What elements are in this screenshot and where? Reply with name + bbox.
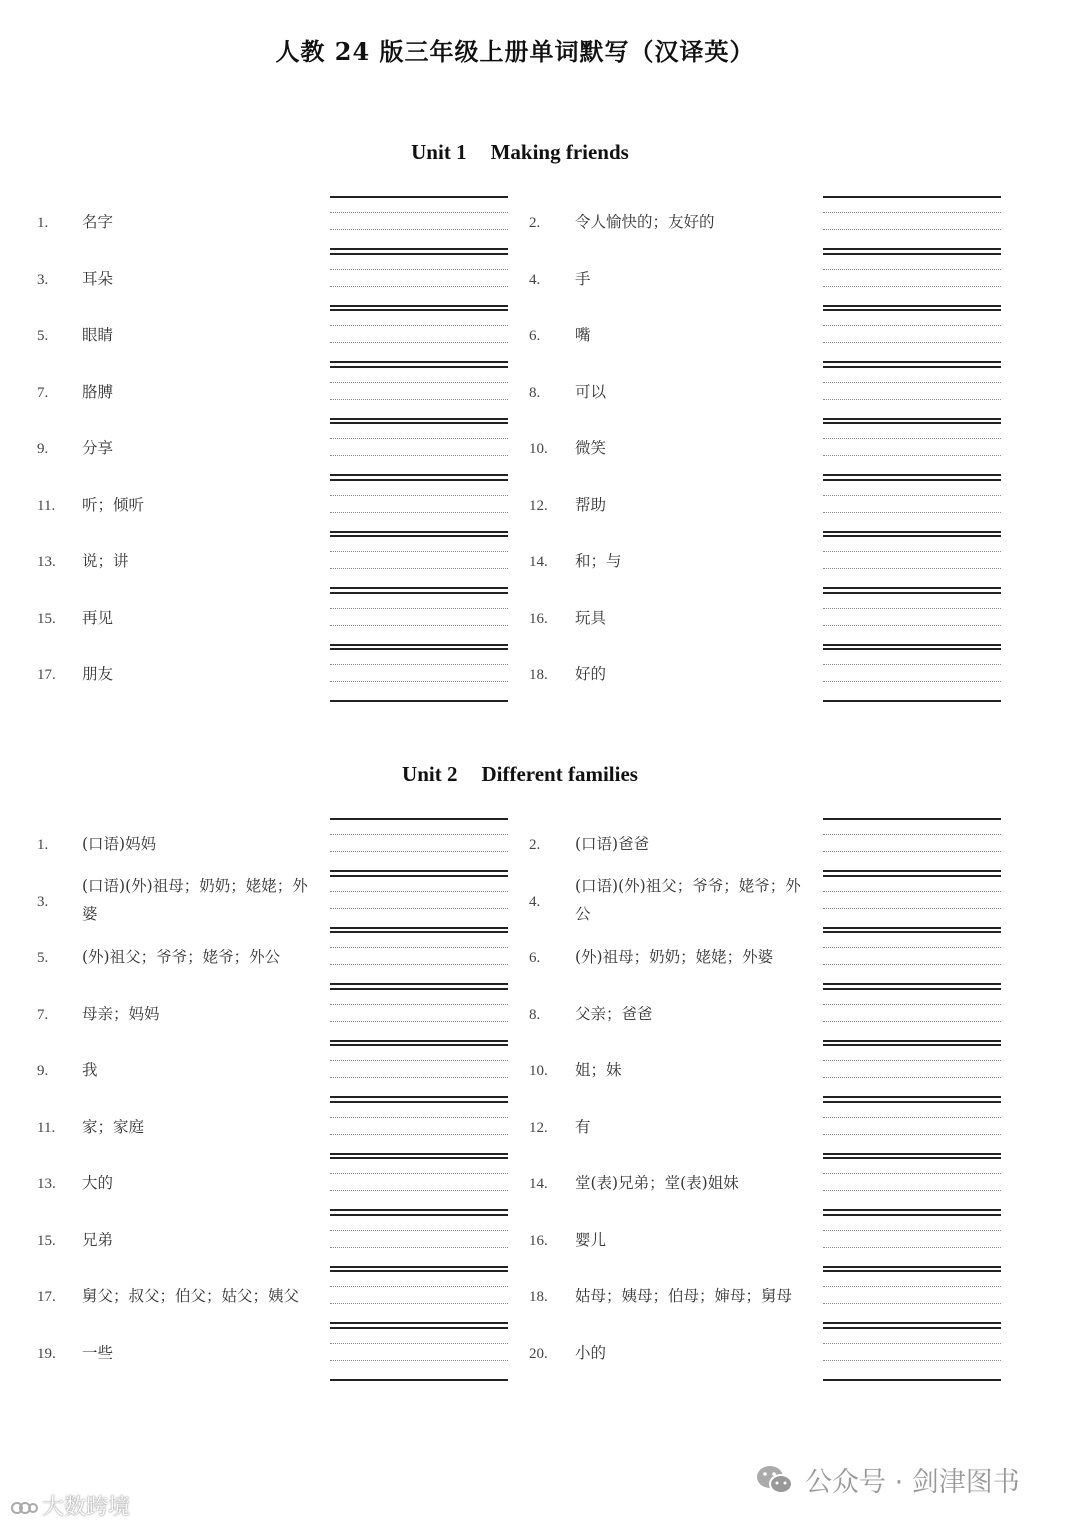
chinese-word: 姑母；姨母；伯母；婶母；舅母 [575,1287,793,1305]
answer-lines[interactable] [330,875,508,931]
chinese-word: 耳朵 [82,269,114,288]
answer-lines[interactable] [330,1101,508,1157]
unit-label: Unit 2 [402,762,458,786]
answer-lines[interactable] [823,1214,1001,1270]
answer-lines[interactable] [823,818,1001,874]
answer-lines[interactable] [823,1157,1001,1213]
answer-lines[interactable] [823,422,1001,478]
answer-lines[interactable] [823,875,1001,931]
item-number: 9. [37,441,49,457]
chinese-word: 令人愉快的；友好的 [575,213,715,231]
answer-lines[interactable] [823,1327,1001,1383]
chinese-word: 小的 [575,1343,607,1362]
item-number: 12. [529,1119,548,1136]
item-number: 1. [37,215,49,231]
item-number: 4. [529,271,541,288]
chinese-word: 母亲；妈妈 [82,1004,160,1023]
answer-lines[interactable] [330,592,508,648]
chinese-word: (外)祖母；奶奶；姥姥；外婆 [575,948,774,966]
item-number: 12. [529,497,548,514]
answer-lines[interactable] [330,988,508,1044]
item-number: 10. [529,441,548,457]
chinese-word: 婴儿 [575,1230,607,1249]
item-number: 7. [37,384,49,401]
chinese-word: 大的 [82,1174,114,1192]
chinese-word: 眼睛 [82,326,114,344]
item-number: 18. [529,1289,548,1305]
chinese-word: (口语)(外)祖母；奶奶；姥姥；外婆 [82,876,308,923]
watermark-logo-icon [10,1497,38,1519]
unit-name: Making friends [490,140,629,164]
answer-lines[interactable] [330,535,508,591]
chinese-word: 分享 [82,439,114,457]
chinese-word: 有 [575,1117,591,1136]
watermark-left [10,1490,130,1521]
chinese-word: 嘴 [575,326,591,344]
item-number: 10. [529,1063,548,1079]
answer-lines[interactable] [823,535,1001,591]
chinese-word: 朋友 [82,665,114,683]
answer-lines[interactable] [330,1044,508,1100]
item-number: 2. [529,215,541,231]
item-number: 3. [37,893,49,910]
chinese-word: 玩具 [575,608,607,627]
answer-lines[interactable] [330,931,508,987]
item-number: 14. [529,554,548,570]
item-number: 1. [37,837,49,853]
chinese-word: 舅父；叔父；伯父；姑父；姨父 [82,1287,300,1305]
answer-lines[interactable] [330,479,508,535]
chinese-word: 说；讲 [82,552,129,570]
item-number: 8. [529,384,541,401]
answer-lines[interactable] [330,1327,508,1383]
chinese-word: 听；倾听 [82,495,145,514]
chinese-word: (口语)爸爸 [575,835,650,853]
chinese-word: 好的 [575,665,607,683]
watermark-right [755,1460,1020,1499]
item-number: 16. [529,610,548,627]
answer-lines[interactable] [823,931,1001,987]
item-number: 16. [529,1232,548,1249]
answer-lines[interactable] [823,648,1001,704]
chinese-word: 父亲；爸爸 [575,1004,653,1023]
chinese-word: (外)祖父；爷爷；姥爷；外公 [82,948,281,966]
answer-lines[interactable] [330,366,508,422]
answer-lines[interactable] [823,988,1001,1044]
chinese-word: 兄弟 [82,1230,114,1249]
item-number: 18. [529,667,548,683]
item-number: 11. [37,1119,56,1136]
item-number: 17. [37,667,56,683]
chinese-word: 姐；妹 [575,1061,622,1079]
answer-lines[interactable] [823,592,1001,648]
item-number: 2. [529,837,541,853]
answer-lines[interactable] [823,253,1001,309]
item-number: 7. [37,1006,49,1023]
answer-lines[interactable] [330,309,508,365]
chinese-word: 手 [575,269,591,288]
answer-lines[interactable] [823,366,1001,422]
chinese-word: 可以 [575,382,607,401]
chinese-word: 家；家庭 [82,1117,145,1136]
answer-lines[interactable] [823,479,1001,535]
item-number: 19. [37,1345,56,1362]
unit-name: Different families [481,762,638,786]
item-number: 5. [37,950,49,966]
item-number: 13. [37,554,56,570]
answer-lines[interactable] [823,1270,1001,1326]
item-number: 13. [37,1176,56,1192]
chinese-word: 一些 [82,1343,114,1362]
answer-lines[interactable] [330,648,508,704]
item-number: 8. [529,1006,541,1023]
watermark-left-text: 大数跨境 [42,1495,131,1520]
answer-lines[interactable] [330,1157,508,1213]
answer-lines[interactable] [823,1044,1001,1100]
item-number: 3. [37,271,49,288]
page-title: 人教 24 版三年级上册单词默写（汉译英） [275,37,755,66]
answer-lines[interactable] [823,1101,1001,1157]
unit-title [0,762,1040,787]
item-number: 14. [529,1176,548,1192]
answer-lines[interactable] [823,309,1001,365]
item-number: 15. [37,610,56,627]
wechat-logo-icon [755,1463,795,1497]
answer-lines[interactable] [330,422,508,478]
chinese-word: 名字 [82,213,114,231]
item-number: 6. [529,950,541,966]
item-number: 17. [37,1289,56,1305]
item-number: 6. [529,328,541,344]
item-number: 4. [529,893,541,910]
item-number: 20. [529,1345,548,1362]
chinese-word: 胳膊 [82,382,114,401]
chinese-word: 再见 [82,608,114,627]
chinese-word: 微笑 [575,439,607,457]
answer-lines[interactable] [330,818,508,874]
chinese-word: (口语)(外)祖父；爷爷；姥爷；外公 [575,876,801,923]
chinese-word: 和；与 [575,552,622,570]
answer-lines[interactable] [330,253,508,309]
chinese-word: 帮助 [575,495,607,514]
answer-lines[interactable] [330,196,508,252]
unit-label: Unit 1 [411,140,467,164]
chinese-word: 堂(表)兄弟；堂(表)姐妹 [575,1174,739,1192]
item-number: 5. [37,328,49,344]
chinese-word: (口语)妈妈 [82,835,157,853]
unit-title [0,140,1040,165]
answer-lines[interactable] [823,196,1001,252]
watermark-right-text: 公众号 · 剑津图书 [805,1467,1020,1498]
answer-lines[interactable] [330,1214,508,1270]
item-number: 15. [37,1232,56,1249]
answer-lines[interactable] [330,1270,508,1326]
item-number: 9. [37,1063,49,1079]
chinese-word: 我 [82,1061,98,1079]
item-number: 11. [37,497,56,514]
